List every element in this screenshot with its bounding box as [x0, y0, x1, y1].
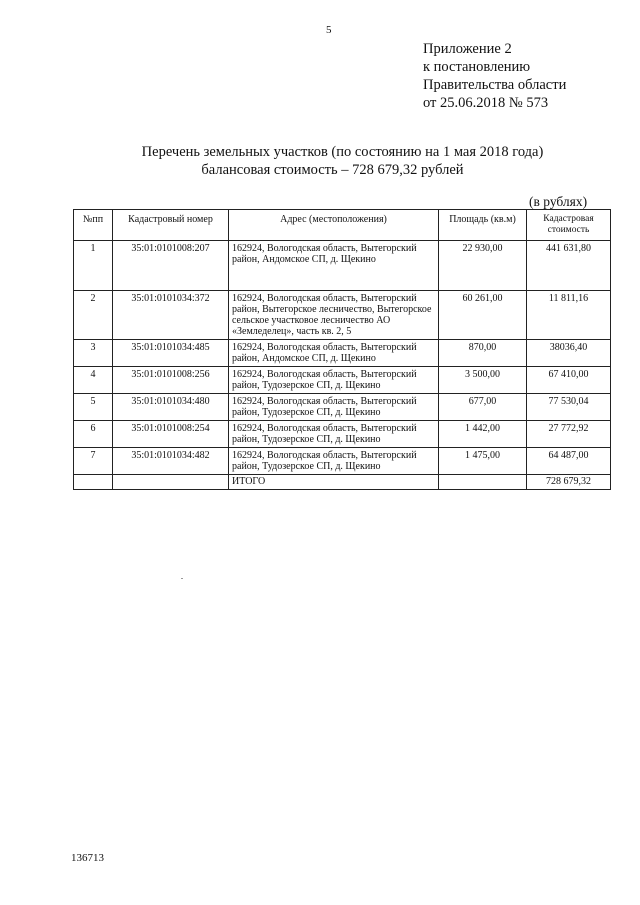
cell-address: 162924, Вологодская область, Вытегорский район, Вытегорское лесничество, Вытегорское сельское участковое лесничество АО «Земледелец», часть кв. 2, 5	[229, 291, 439, 340]
table-row	[74, 421, 611, 448]
header-cadastral-value: Кадастровая стоимость	[527, 210, 611, 241]
cell-num: 7	[74, 448, 113, 475]
table-row	[74, 367, 611, 394]
document-title	[0, 143, 640, 179]
title-line-1: Перечень земельных участков (по состоянию на 1 мая 2018 года)	[141, 144, 544, 160]
cell-cadastral-number: 35:01:0101008:207	[113, 241, 229, 291]
table-total-row	[74, 475, 611, 490]
cell-value: 38036,40	[527, 340, 611, 367]
cell-value: 11 811,16	[527, 291, 611, 340]
units-note: (в рублях)	[529, 194, 588, 209]
appendix-header	[423, 40, 566, 112]
cell-num: 2	[74, 291, 113, 340]
cell-empty	[113, 475, 229, 490]
page-number: 5	[326, 24, 332, 36]
cell-num: 5	[74, 394, 113, 421]
appendix-line: к постановлению	[423, 59, 531, 75]
cell-cadastral-number: 35:01:0101008:254	[113, 421, 229, 448]
cell-num: 3	[74, 340, 113, 367]
cell-value: 27 772,92	[527, 421, 611, 448]
cell-cadastral-number: 35:01:0101008:256	[113, 367, 229, 394]
cell-value: 67 410,00	[527, 367, 611, 394]
cell-value: 441 631,80	[527, 241, 611, 291]
total-label: ИТОГО	[229, 475, 439, 490]
cell-address: 162924, Вологодская область, Вытегорский район, Тудозерское СП, д. Щекино	[229, 421, 439, 448]
cell-address: 162924, Вологодская область, Вытегорский район, Тудозерское СП, д. Щекино	[229, 367, 439, 394]
header-area: Площадь (кв.м)	[439, 210, 527, 241]
cell-cadastral-number: 35:01:0101034:485	[113, 340, 229, 367]
header-num: №пп	[74, 210, 113, 241]
cell-address: 162924, Вологодская область, Вытегорский район, Андомское СП, д. Щекино	[229, 241, 439, 291]
cell-value: 64 487,00	[527, 448, 611, 475]
header-cadastral-number: Кадастровый номер	[113, 210, 229, 241]
cell-cadastral-number: 35:01:0101034:482	[113, 448, 229, 475]
cell-empty	[74, 475, 113, 490]
document-code: 136713	[71, 852, 104, 864]
appendix-line: от 25.06.2018 № 573	[423, 95, 549, 111]
scan-speck	[181, 578, 183, 579]
cell-value: 77 530,04	[527, 394, 611, 421]
total-value: 728 679,32	[527, 475, 611, 490]
cell-num: 1	[74, 241, 113, 291]
appendix-line: Правительства области	[423, 77, 567, 93]
table-row	[74, 394, 611, 421]
table-row	[74, 291, 611, 340]
cell-address: 162924, Вологодская область, Вытегорский район, Андомское СП, д. Щекино	[229, 340, 439, 367]
cell-area: 3 500,00	[439, 367, 527, 394]
cell-num: 6	[74, 421, 113, 448]
appendix-line: Приложение 2	[423, 41, 512, 57]
cell-cadastral-number: 35:01:0101034:480	[113, 394, 229, 421]
cell-area: 677,00	[439, 394, 527, 421]
table-header-row	[74, 210, 611, 241]
cell-area: 60 261,00	[439, 291, 527, 340]
cell-area: 1 475,00	[439, 448, 527, 475]
cell-address: 162924, Вологодская область, Вытегорский район, Тудозерское СП, д. Щекино	[229, 394, 439, 421]
cell-address: 162924, Вологодская область, Вытегорский район, Тудозерское СП, д. Щекино	[229, 448, 439, 475]
cell-cadastral-number: 35:01:0101034:372	[113, 291, 229, 340]
land-plots-table	[73, 209, 611, 490]
cell-area: 870,00	[439, 340, 527, 367]
cell-empty	[439, 475, 527, 490]
cell-area: 1 442,00	[439, 421, 527, 448]
header-address: Адрес (местоположения)	[229, 210, 439, 241]
cell-area: 22 930,00	[439, 241, 527, 291]
title-line-2: балансовая стоимость – 728 679,32 рублей	[201, 162, 464, 178]
table-row	[74, 241, 611, 291]
table-row	[74, 340, 611, 367]
table-row	[74, 448, 611, 475]
cell-num: 4	[74, 367, 113, 394]
